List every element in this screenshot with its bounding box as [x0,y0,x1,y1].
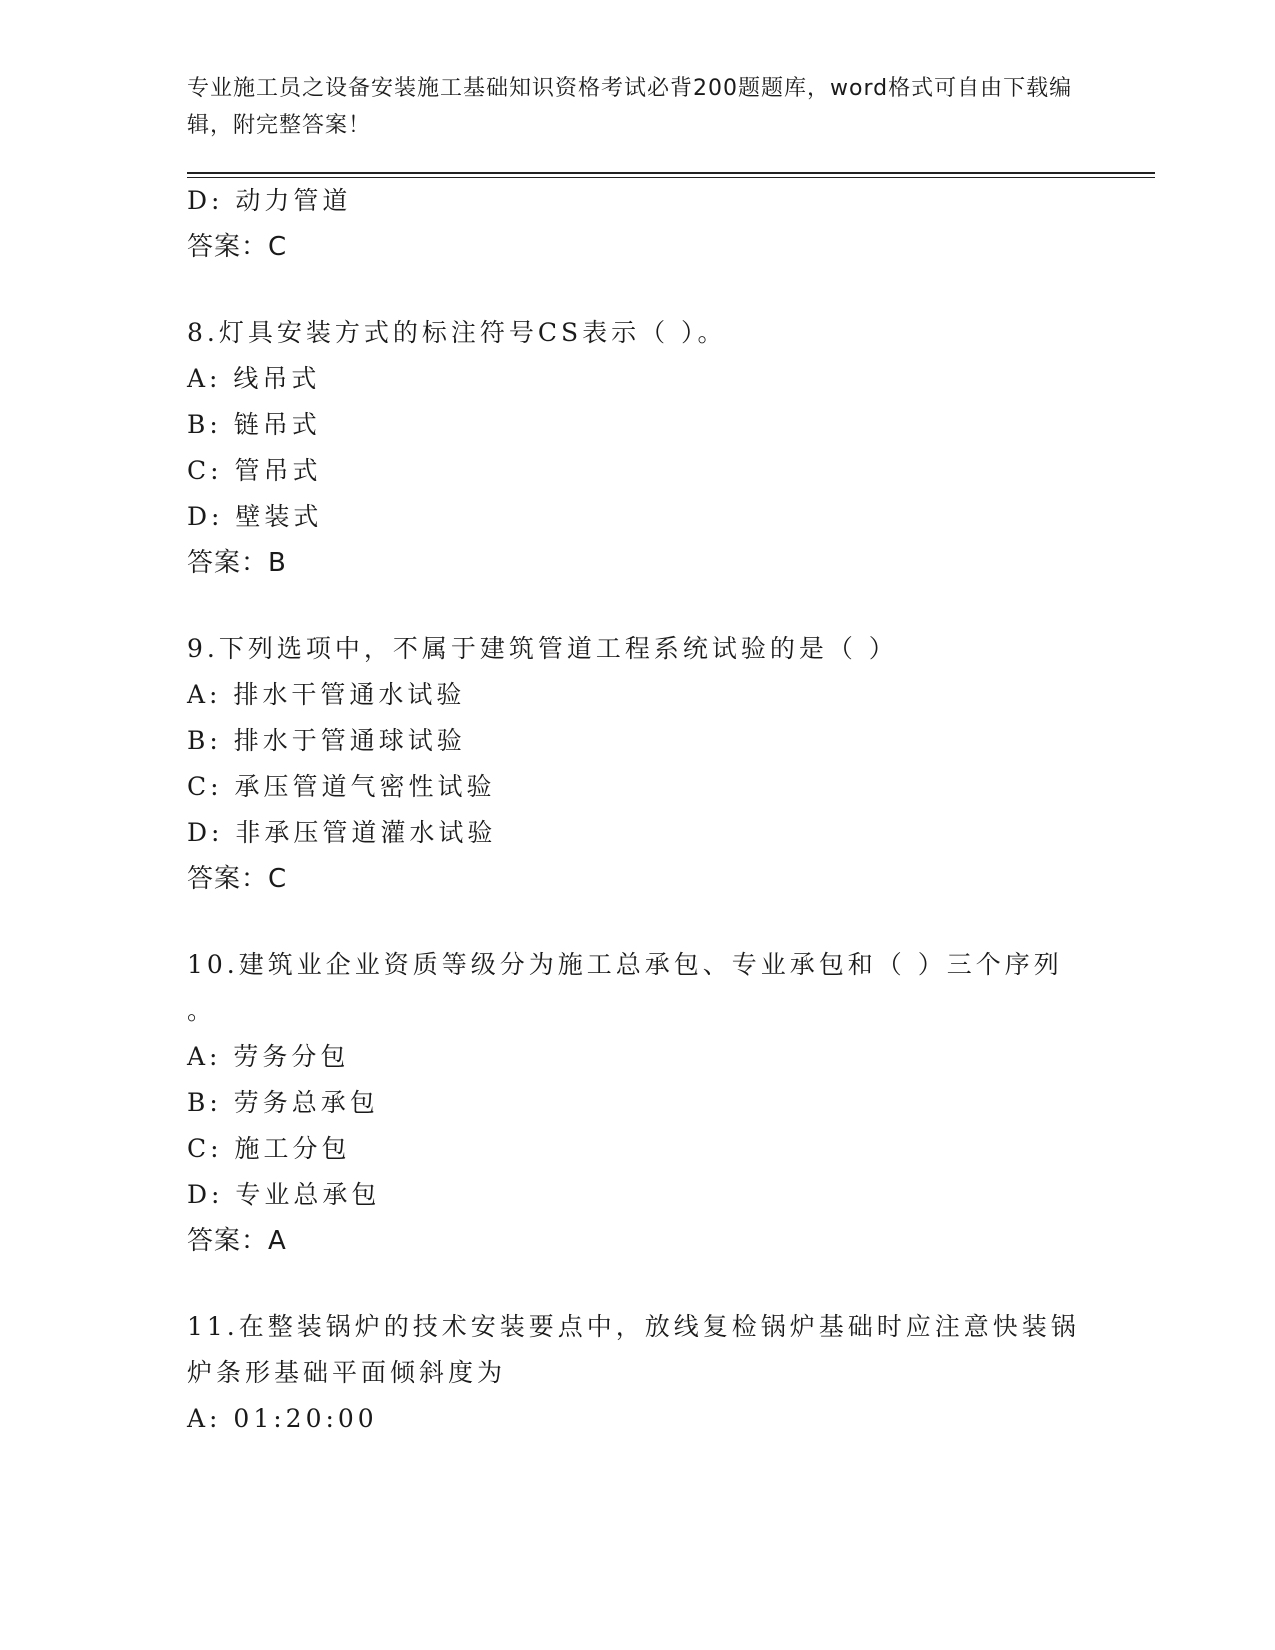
document-page [187,70,1147,1442]
question-10-option-a: A: 劳务分包 [187,1042,350,1071]
question-9-option-b: B: 排水于管通球试验 [187,726,466,755]
question-11-option-a: A: 01:20:00 [187,1404,378,1433]
question-8-option-b: B: 链吊式 [187,410,321,439]
question-10-option-b: B: 劳务总承包 [187,1088,379,1117]
question-8-answer: 答案：B [187,548,287,578]
option-d: D: 动力管道 [187,186,352,215]
question-8-option-c: C: 管吊式 [187,456,322,485]
question-9-stem: 9.下列选项中，不属于建筑管道工程系统试验的是（ ） [187,634,898,663]
question-10-option-d: D: 专业总承包 [187,1180,381,1209]
question-11-stem-line-2: 炉条形基础平面倾斜度为 [187,1358,507,1387]
answer-line: 答案：C [187,232,288,262]
question-8-option-a: A: 线吊式 [187,364,321,393]
question-11-stem-line-1: 11.在整装锅炉的技术安装要点中，放线复检锅炉基础时应注意快装锅 [187,1312,1080,1341]
question-9-option-c: C: 承压管道气密性试验 [187,772,496,801]
question-9-option-a: A: 排水干管通水试验 [187,680,466,709]
question-10-option-c: C: 施工分包 [187,1134,351,1163]
document-header: 专业施工员之设备安装施工基础知识资格考试必背200题题库，word格式可自由下载编辑，附完整答案！ [187,76,1073,138]
question-8-option-d: D: 壁装式 [187,502,323,531]
question-10-answer: 答案：A [187,1226,287,1256]
question-9-option-d: D: 非承压管道灌水试验 [187,818,497,847]
question-10-stem-line-1: 10.建筑业企业资质等级分为施工总承包、专业承包和（ ）三个序列 [187,950,1063,979]
question-content [187,178,1147,1442]
question-9-answer: 答案：C [187,864,288,894]
question-8-stem: 8.灯具安装方式的标注符号CS表示（ ）。 [187,318,727,347]
question-10-stem-line-2: 。 [187,996,217,1025]
